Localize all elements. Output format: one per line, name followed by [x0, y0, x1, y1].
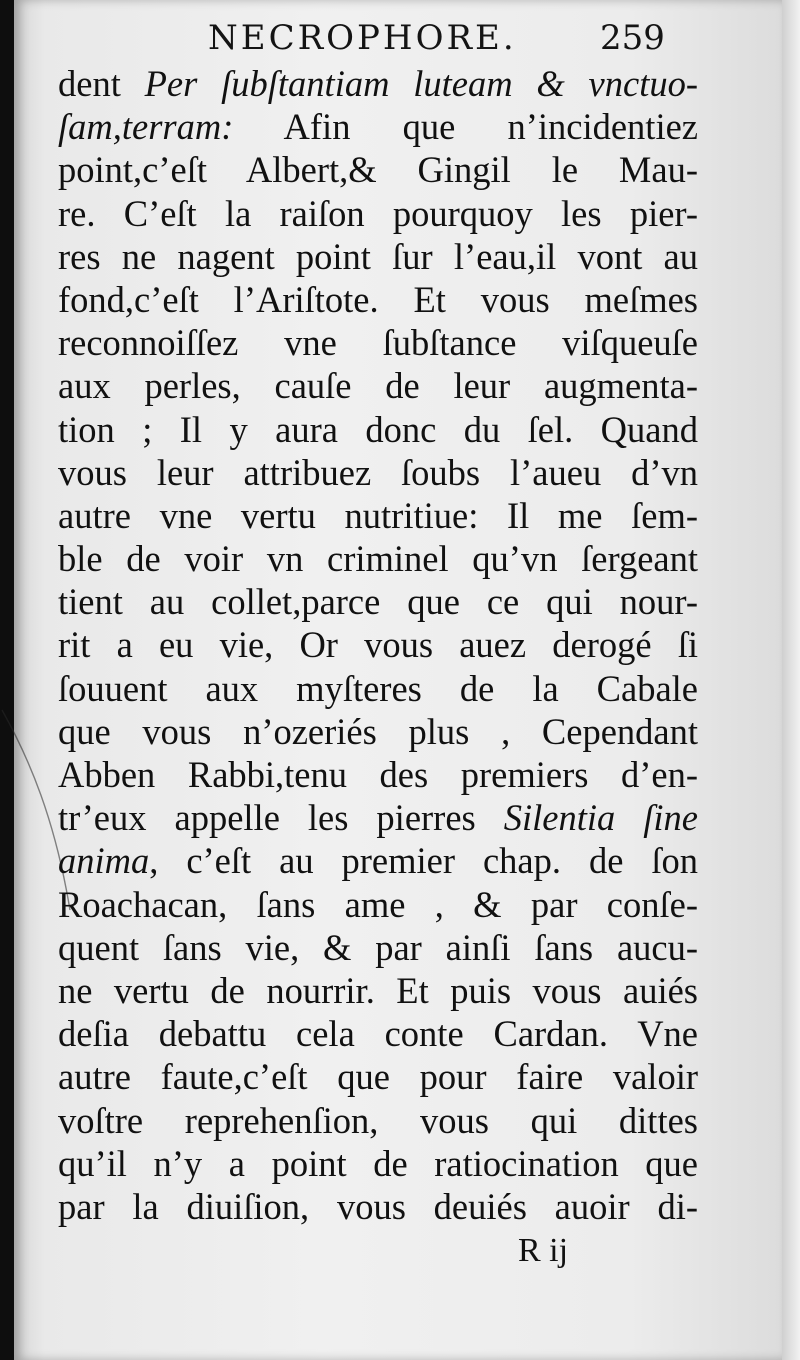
- text-segment: vous leur attribuez ſoubs l’aueu d’vn: [58, 451, 698, 493]
- text-segment: que vous n’ozeriés plus , Cependant: [58, 710, 698, 752]
- page-number: 259: [600, 18, 665, 58]
- text-segment: reconnoiſſez vne ſubſtance viſqueuſe: [58, 322, 698, 364]
- text-line: [58, 839, 698, 882]
- text-segment: par la diuiſion, vous deuiés auoir di-: [58, 1185, 698, 1227]
- text-segment: rit a eu vie, Or vous auez derogé ſi: [58, 624, 698, 666]
- text-segment: ſouuent aux myſteres de la Cabale: [58, 667, 698, 709]
- text-line: [58, 537, 698, 580]
- text-segment: voſtre reprehenſion, vous qui dittes: [58, 1099, 698, 1141]
- text-segment: re. C’eſt la raiſon pourquoy les pier-: [58, 192, 698, 234]
- text-segment: aux perles, cauſe de leur augmenta-: [58, 365, 698, 407]
- text-segment: Roachacan, ſans ame , & par conſe-: [58, 883, 698, 925]
- text-segment: fond,c’eſt l’Ariſtote. Et vous meſmes: [58, 278, 698, 320]
- body-text: [58, 62, 698, 1228]
- text-line: [58, 1142, 698, 1185]
- text-segment: tion ; Il y aura donc du ſel. Quand: [58, 408, 698, 450]
- text-line: [58, 192, 698, 235]
- text-line: [58, 105, 698, 148]
- text-line: [58, 1099, 698, 1142]
- page-edge: [782, 0, 800, 1360]
- text-line: [58, 494, 698, 537]
- text-segment: Abben Rabbi,tenu des premiers d’en-: [58, 754, 698, 795]
- text-segment: quent ſans vie, & par ainſi ſans aucu-: [58, 926, 698, 968]
- text-segment: ne vertu de nourrir. Et puis vous auiés: [58, 969, 698, 1011]
- text-segment: deſia debattu cela conte Cardan. Vne: [58, 1013, 698, 1055]
- text-line: [58, 1185, 698, 1228]
- text-segment: qu’il n’y a point de ratiocination que: [58, 1142, 698, 1184]
- page-header: [0, 14, 800, 64]
- text-segment: res ne nagent point ſur l’eau,il vont au: [58, 235, 698, 277]
- text-line: [58, 235, 698, 278]
- text-line: [58, 278, 698, 321]
- text-line: [58, 321, 698, 364]
- text-segment: point,c’eſt Albert,& Gingil le Mau-: [58, 149, 698, 191]
- text-line: [58, 1012, 698, 1055]
- running-title: NECROPHORE.: [208, 18, 517, 58]
- text-segment: tient au collet,parce que ce qui nour-: [58, 581, 698, 623]
- text-line: [58, 148, 698, 191]
- text-segment: ble de voir vn criminel qu’vn ſergeant: [58, 538, 698, 580]
- text-line: [58, 364, 698, 407]
- italic-segment: anima: [58, 840, 150, 882]
- text-line: [58, 623, 698, 666]
- text-line: [58, 926, 698, 969]
- text-segment: tr’eux appelle les pierres: [58, 797, 504, 839]
- text-segment: dent: [58, 63, 145, 104]
- signature-mark: R ij: [518, 1232, 569, 1269]
- text-line: [58, 580, 698, 623]
- text-line: [58, 451, 698, 494]
- text-line: [58, 408, 698, 451]
- text-line: [58, 753, 698, 796]
- text-segment: autre vne vertu nutritiue: Il me ſem-: [58, 494, 698, 536]
- text-line: [58, 796, 698, 839]
- text-segment: , c’eſt au premier chap. de ſon: [149, 840, 698, 882]
- text-line: [58, 710, 698, 753]
- text-line: [58, 62, 698, 105]
- italic-segment: Silentia ſine: [503, 797, 698, 839]
- text-line: [58, 883, 698, 926]
- text-segment: autre faute,c’eſt que pour faire valoir: [58, 1056, 698, 1098]
- text-line: [58, 667, 698, 710]
- italic-segment: ſam,terram:: [58, 106, 234, 148]
- italic-segment: Per ſubſtantiam luteam & vnctuo-: [144, 63, 698, 104]
- text-line: [58, 1055, 698, 1098]
- text-segment: Afin que n’incidentiez: [233, 106, 698, 148]
- text-line: [58, 969, 698, 1012]
